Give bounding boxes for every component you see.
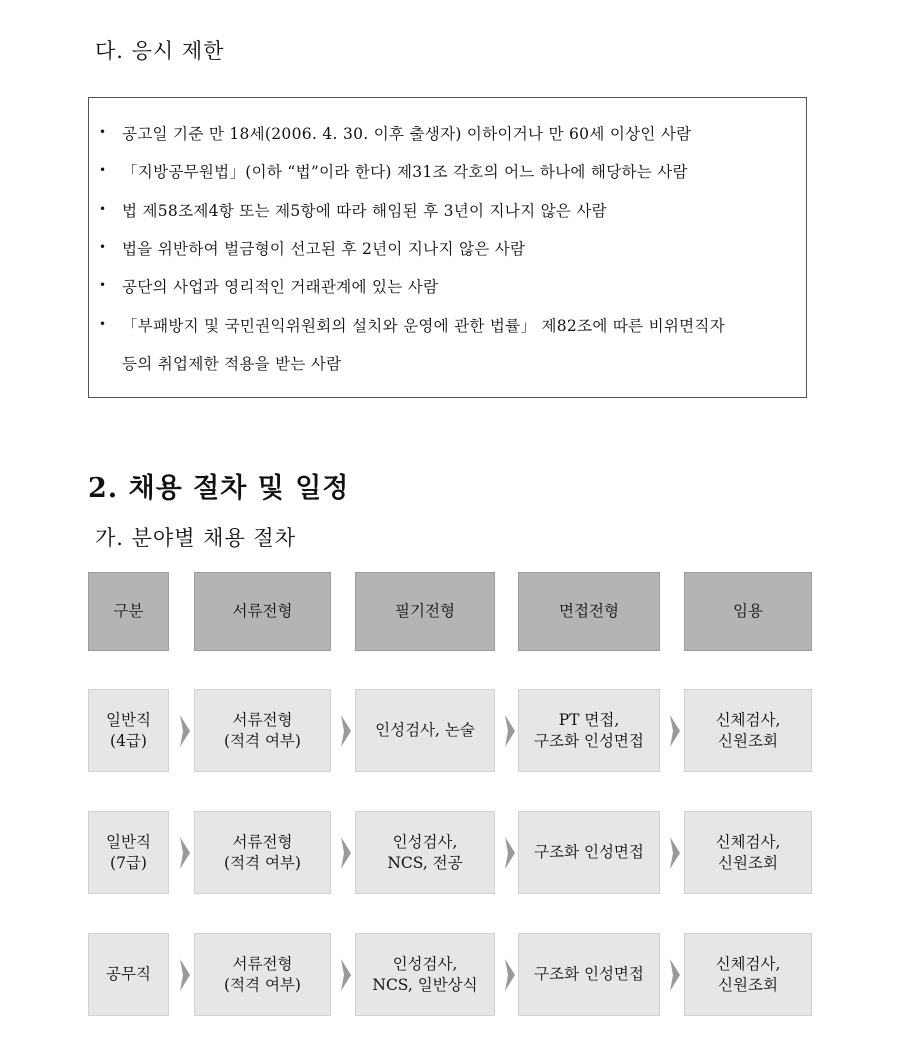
bullet-icon: • [99,240,107,254]
header-cell-written: 필기전형 [355,572,495,651]
table-cell-written: 인성검사, NCS, 전공 [355,811,495,894]
restriction-item: 법을 위반하여 벌금형이 선고된 후 2년이 지나지 않은 사람 [122,240,526,258]
restriction-item: 「부패방지 및 국민권익위원회의 설치와 운영에 관한 법률」 제82조에 따른 비위면직자 [122,317,725,335]
chevron-right-icon [670,959,680,991]
chevron-right-icon [505,837,515,869]
table-cell-category: 일반직 (7급) [88,811,169,894]
section-title-restriction: 다. 응시 제한 [95,39,225,63]
restriction-item: 공단의 사업과 영리적인 거래관계에 있는 사람 [122,278,439,296]
chevron-right-icon [341,959,351,991]
chevron-right-icon [670,837,680,869]
bullet-icon: • [99,125,107,139]
header-cell-category: 구분 [88,572,169,651]
chevron-right-icon [341,715,351,747]
section-title-hiring-procedure: 2. 채용 절차 및 일정 [88,473,350,504]
chevron-right-icon [180,959,190,991]
table-cell-appointment: 신체검사, 신원조회 [684,811,812,894]
table-cell-document: 서류전형 (적격 여부) [194,811,331,894]
chevron-right-icon [341,837,351,869]
bullet-icon: • [99,278,107,292]
chevron-right-icon [180,837,190,869]
restriction-box [88,97,807,398]
table-cell-document: 서류전형 (적격 여부) [194,689,331,772]
table-cell-category: 공무직 [88,933,169,1016]
bullet-icon: • [99,202,107,216]
header-cell-document: 서류전형 [194,572,331,651]
bullet-icon: • [99,317,107,331]
chevron-right-icon [505,959,515,991]
table-cell-category: 일반직 (4급) [88,689,169,772]
table-cell-appointment: 신체검사, 신원조회 [684,689,812,772]
header-cell-appointment: 임용 [684,572,812,651]
chevron-right-icon [180,715,190,747]
subsection-title-procedure-by-field: 가. 분야별 채용 절차 [95,526,296,550]
table-cell-interview: 구조화 인성면접 [518,811,660,894]
table-cell-appointment: 신체검사, 신원조회 [684,933,812,1016]
bullet-icon: • [99,163,107,177]
chevron-right-icon [670,715,680,747]
table-cell-interview: 구조화 인성면접 [518,933,660,1016]
header-cell-interview: 면접전형 [518,572,660,651]
restriction-item: 「지방공무원법」(이하 “법”이라 한다) 제31조 각호의 어느 하나에 해당하는 사람 [122,163,688,181]
table-cell-written: 인성검사, 논술 [355,689,495,772]
restriction-item: 공고일 기준 만 18세(2006. 4. 30. 이후 출생자) 이하이거나 만 60세 이상인 사람 [122,125,692,143]
table-cell-interview: PT 면접, 구조화 인성면접 [518,689,660,772]
chevron-right-icon [505,715,515,747]
table-cell-written: 인성검사, NCS, 일반상식 [355,933,495,1016]
restriction-item: 법 제58조제4항 또는 제5항에 따라 해임된 후 3년이 지나지 않은 사람 [122,202,607,220]
restriction-item-continuation: 등의 취업제한 적용을 받는 사람 [122,355,342,373]
table-cell-document: 서류전형 (적격 여부) [194,933,331,1016]
